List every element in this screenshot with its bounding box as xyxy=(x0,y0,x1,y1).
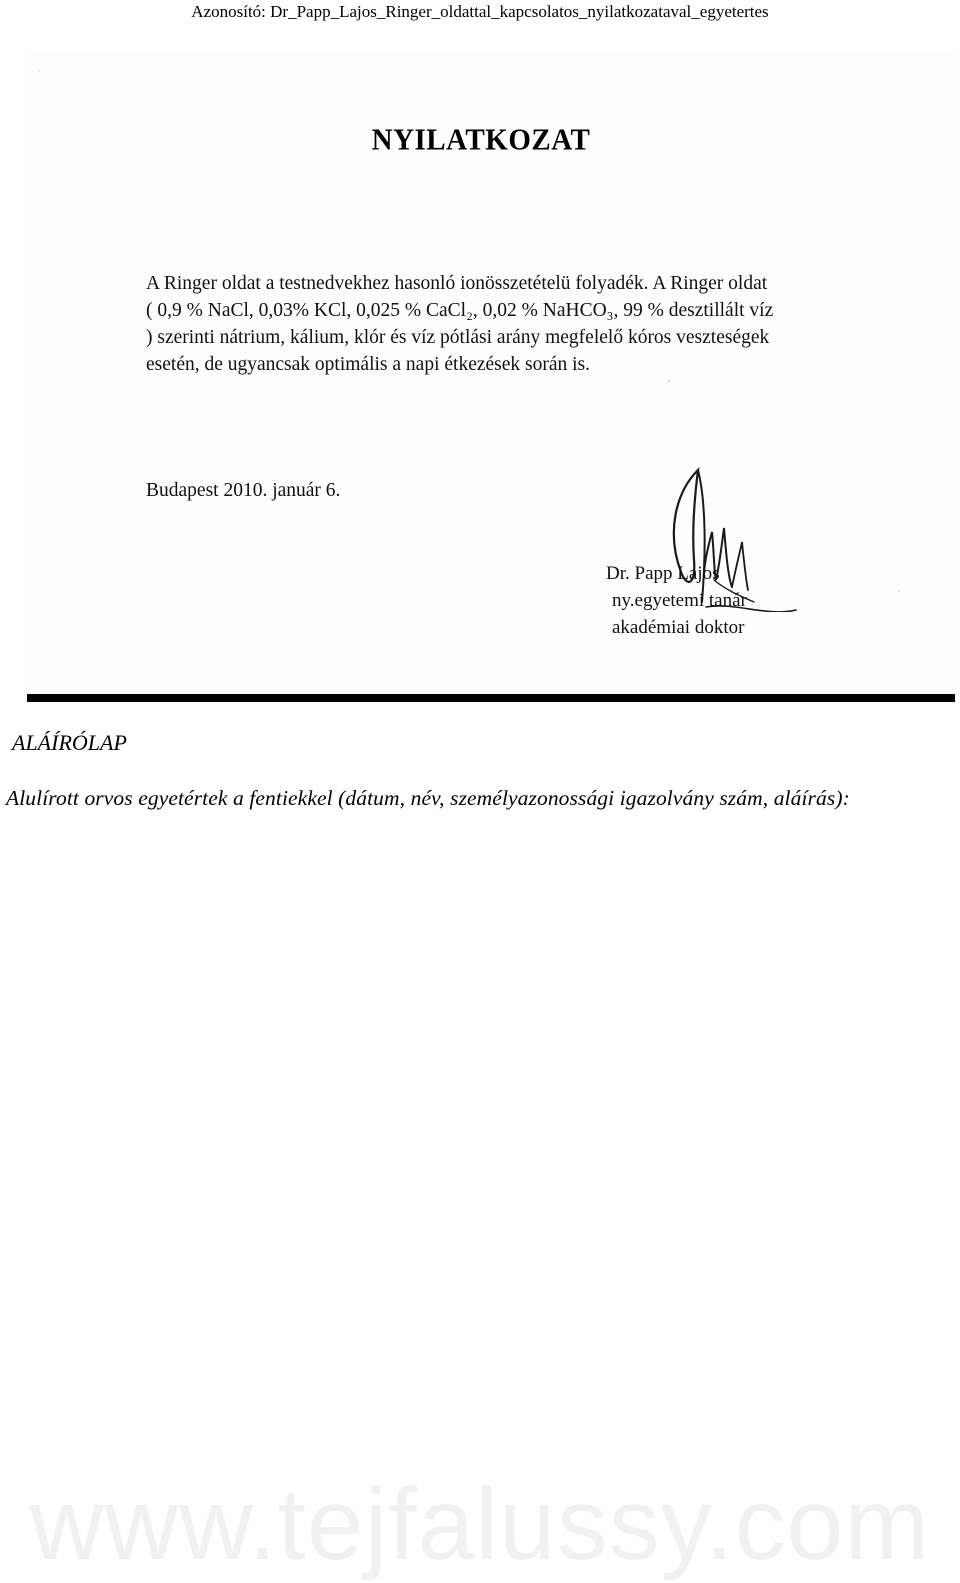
declaration-line: esetén, de ugyancsak optimális a napi étkezések során is. xyxy=(146,354,591,375)
place-date: Budapest 2010. január 6. xyxy=(146,480,341,501)
declaration-line: ) szerinti nátrium, kálium, klór és víz pótlási arány megfelelő kóros veszteségek xyxy=(146,327,770,348)
declaration-body xyxy=(146,270,872,378)
agreement-statement: Alulírott orvos egyetértek a fentiekkel (dátum, név, személyazonossági igazolvány szám, aláírás): xyxy=(6,786,850,810)
scanned-declaration xyxy=(28,50,954,700)
scan-speck xyxy=(668,380,670,382)
document-identifier: Azonosító: Dr_Papp_Lajos_Ringer_oldattal_kapcsolatos_nyilatkozataval_egyetertes xyxy=(191,2,769,21)
scan-speck xyxy=(898,590,900,592)
declaration-line: ( 0,9 % NaCl, 0,03% KCl, 0,025 % CaCl₂, 0,02 % NaHCO₃, 99 % desztillált víz xyxy=(146,300,774,321)
declaration-line: A Ringer oldat a testnedvekhez hasonló ionösszetételü folyadék. A Ringer oldat xyxy=(146,273,768,294)
scan-speck xyxy=(38,70,40,72)
signatory-block xyxy=(606,560,747,641)
signatory-degree: akadémiai doktor xyxy=(612,617,745,638)
section-divider xyxy=(27,694,955,702)
signatory-name: Dr. Papp Lajos xyxy=(606,563,720,584)
watermark: www.tejfalussy.com xyxy=(29,1467,931,1581)
signature-sheet-title: ALÁÍRÓLAP xyxy=(12,730,127,755)
declaration-title: NYILATKOZAT xyxy=(371,123,591,157)
signatory-title: ny.egyetemi tanár xyxy=(612,590,747,611)
